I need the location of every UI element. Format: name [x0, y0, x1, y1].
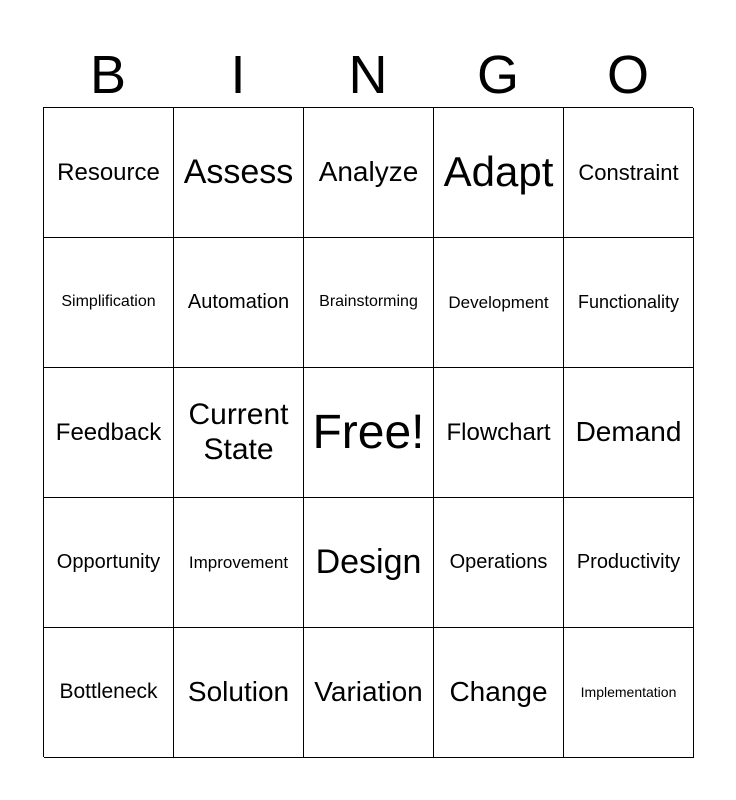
bingo-cell[interactable] [174, 238, 304, 368]
cell-label: Feedback [55, 418, 162, 446]
header-letter-i: I [230, 45, 246, 105]
bingo-cell[interactable] [174, 628, 304, 758]
bingo-cell[interactable] [434, 108, 564, 238]
bingo-cell[interactable] [304, 108, 434, 238]
bingo-cell[interactable] [44, 238, 174, 368]
cell-label: Implementation [580, 684, 677, 701]
cell-label: Solution [187, 676, 290, 708]
bingo-cell[interactable] [564, 368, 694, 498]
cell-label: Productivity [576, 551, 681, 573]
cell-label: Functionality [577, 292, 680, 313]
cell-label: Variation [314, 676, 423, 708]
cell-label: Change [449, 676, 548, 708]
header-letter-o: O [606, 45, 649, 105]
cell-label: Improvement [188, 552, 289, 572]
cell-label: Development [448, 292, 549, 312]
bingo-cell[interactable] [434, 238, 564, 368]
bingo-cell[interactable] [304, 498, 434, 628]
bingo-cell[interactable] [434, 498, 564, 628]
bingo-card-grid [43, 107, 693, 757]
bingo-cell[interactable] [304, 628, 434, 758]
bingo-cell[interactable] [174, 368, 304, 498]
bingo-cell[interactable] [44, 628, 174, 758]
header-letter-g: G [476, 45, 519, 105]
cell-label: Simplification [61, 293, 156, 311]
cell-label: Flowchart [446, 418, 551, 446]
bingo-free-cell[interactable] [304, 368, 434, 498]
cell-label: Bottleneck [59, 680, 158, 704]
cell-label: Automation [187, 291, 290, 313]
cell-label: Brainstorming [319, 293, 418, 311]
cell-label: Analyze [318, 156, 419, 188]
bingo-cell[interactable] [564, 238, 694, 368]
cell-label: Operations [449, 551, 548, 573]
header-letter-b: B [89, 45, 127, 105]
bingo-cell[interactable] [434, 368, 564, 498]
bingo-header [43, 44, 693, 106]
bingo-cell[interactable] [564, 628, 694, 758]
header-letter-n: N [348, 45, 388, 105]
bingo-cell[interactable] [44, 498, 174, 628]
cell-label: Assess [183, 152, 294, 191]
cell-label: Design [315, 542, 422, 581]
cell-label: Free! [312, 405, 425, 459]
bingo-cell[interactable] [174, 498, 304, 628]
cell-label: Opportunity [56, 551, 161, 573]
bingo-cell[interactable] [44, 108, 174, 238]
cell-label: Constraint [578, 159, 679, 185]
bingo-cell[interactable] [564, 108, 694, 238]
bingo-cell[interactable] [44, 368, 174, 498]
bingo-cell[interactable] [304, 238, 434, 368]
cell-label: Adapt [443, 148, 554, 196]
bingo-cell[interactable] [174, 108, 304, 238]
cell-label: Demand [575, 416, 682, 448]
cell-label: Resource [57, 158, 160, 186]
bingo-cell[interactable] [564, 498, 694, 628]
bingo-cell[interactable] [434, 628, 564, 758]
cell-label: Current State [188, 398, 289, 466]
